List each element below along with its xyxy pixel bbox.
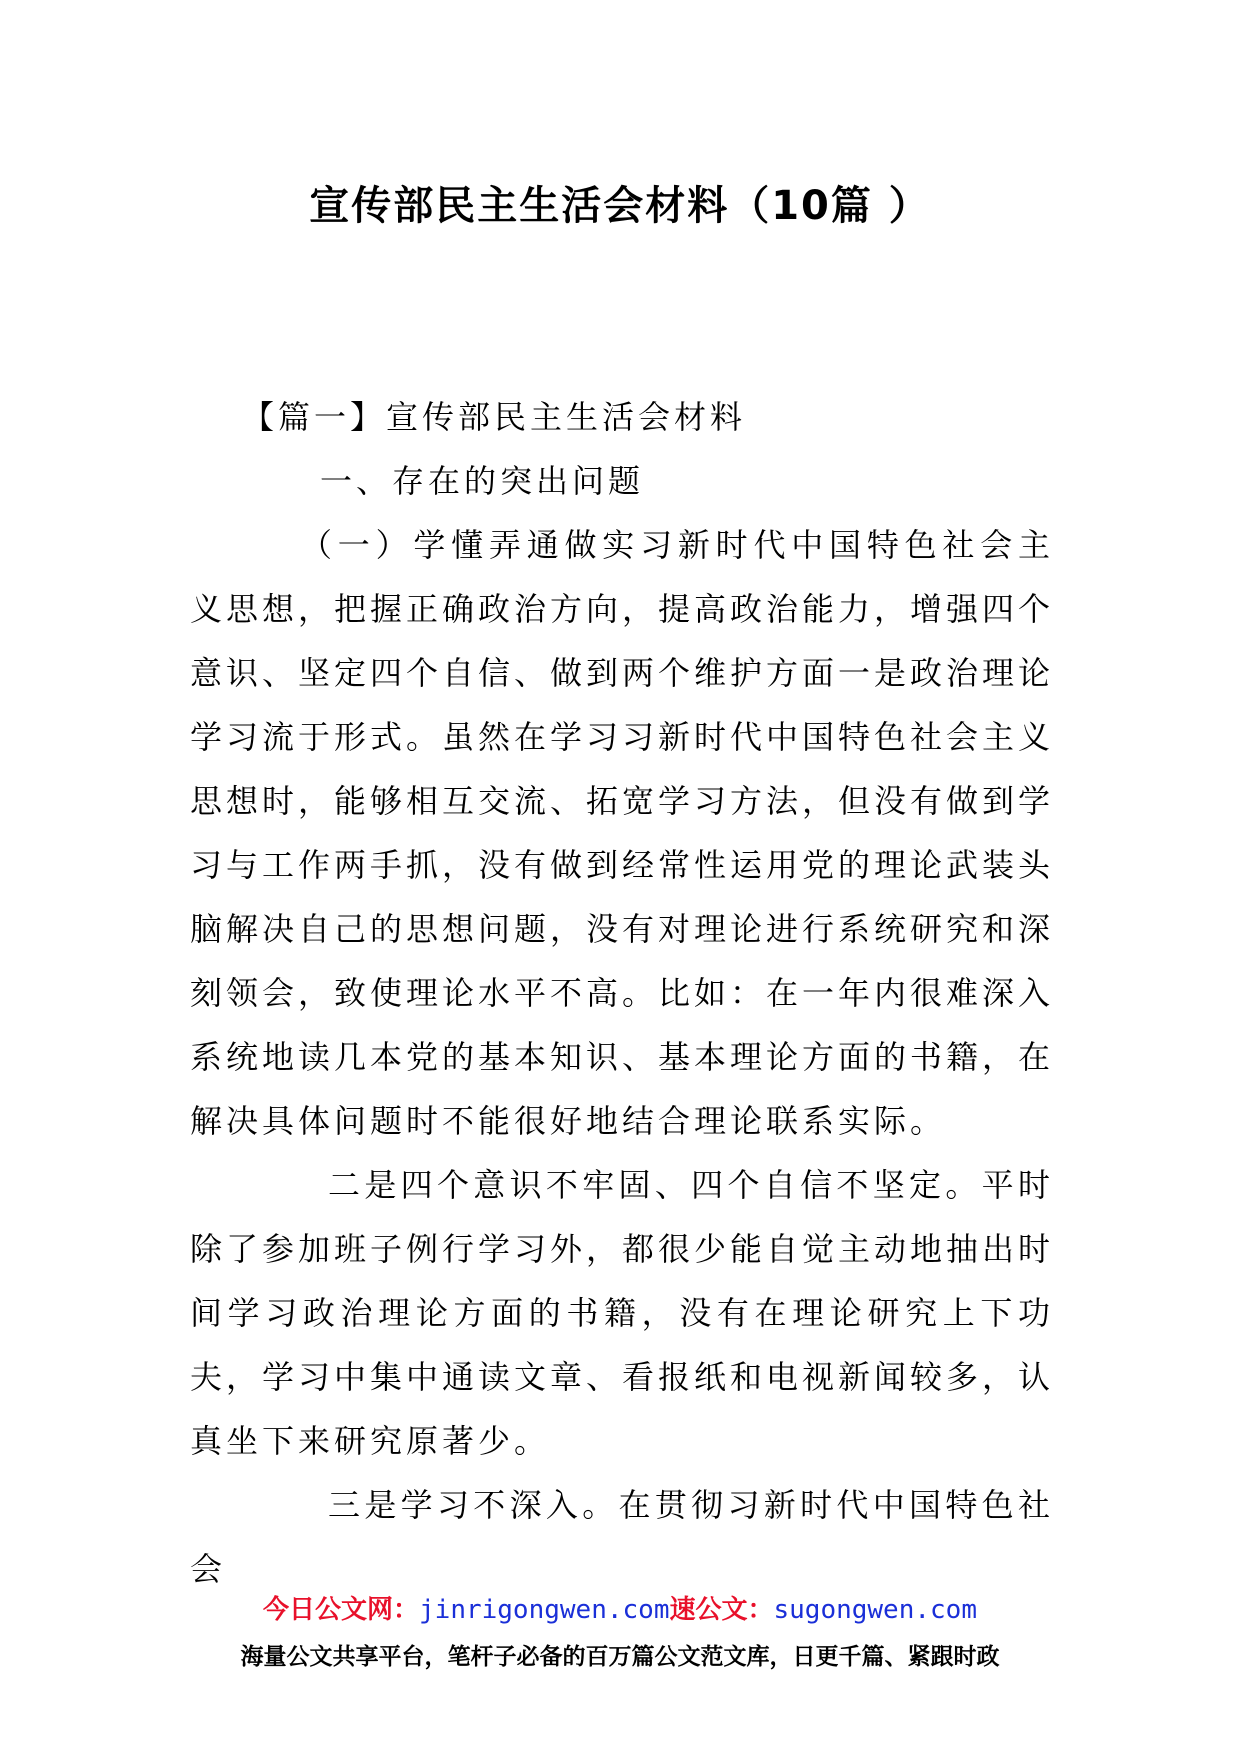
body-paragraph-2: 二是四个意识不牢固、四个自信不坚定。平时除了参加班子例行学习外，都很少能自觉主动地抽出时间学习政治理论方面的书籍，没有在理论研究上下功夫，学习中集中通读文章、看报纸和电视新闻较多，认真坐下来研究原著少。 — [190, 1166, 1055, 1460]
site1-name: 今日公文网： — [263, 1595, 420, 1625]
document-title: 宣传部民主生活会材料（10篇 ） — [309, 183, 931, 229]
section-heading: 【篇一】宣传部民主生活会材料 — [242, 398, 747, 436]
site1-url-link[interactable]: jinrigongwen.com — [419, 1595, 670, 1625]
site2-url-link[interactable]: sugongwen.com — [773, 1595, 977, 1625]
site2-name: 速公文： — [669, 1595, 774, 1625]
footer-sites — [0, 1592, 1240, 1628]
subsection-heading: 一、存在的突出问题 — [320, 462, 645, 500]
document-body — [190, 385, 1054, 1601]
body-paragraph-3: 三是学习不深入。在贯彻习新时代中国特色社会 — [190, 1486, 1054, 1588]
body-paragraph-1: （一）学懂弄通做实习新时代中国特色社会主义思想，把握正确政治方向，提高政治能力，增强四个意识、坚定四个自信、做到两个维护方面一是政治理论学习流于形式。虽然在学习习新时代中国特色社会主义思想时，能够相互交流、拓宽学习方法，但没有做到学习与工作两手抓，没有做到经常性运用党的理论武装头脑解决自己的思想问题，没有对理论进行系统研究和深刻领会，致使理论水平不高。比如：在一年内很难深入系统地读几本党的基本知识、基本理论方面的书籍，在解决具体问题时不能很好地结合理论联系实际。 — [190, 526, 1055, 1140]
footer-slogan: 海量公文共享平台，笔杆子必备的百万篇公文范文库，日更千篇、紧跟时政 — [240, 1644, 1000, 1670]
